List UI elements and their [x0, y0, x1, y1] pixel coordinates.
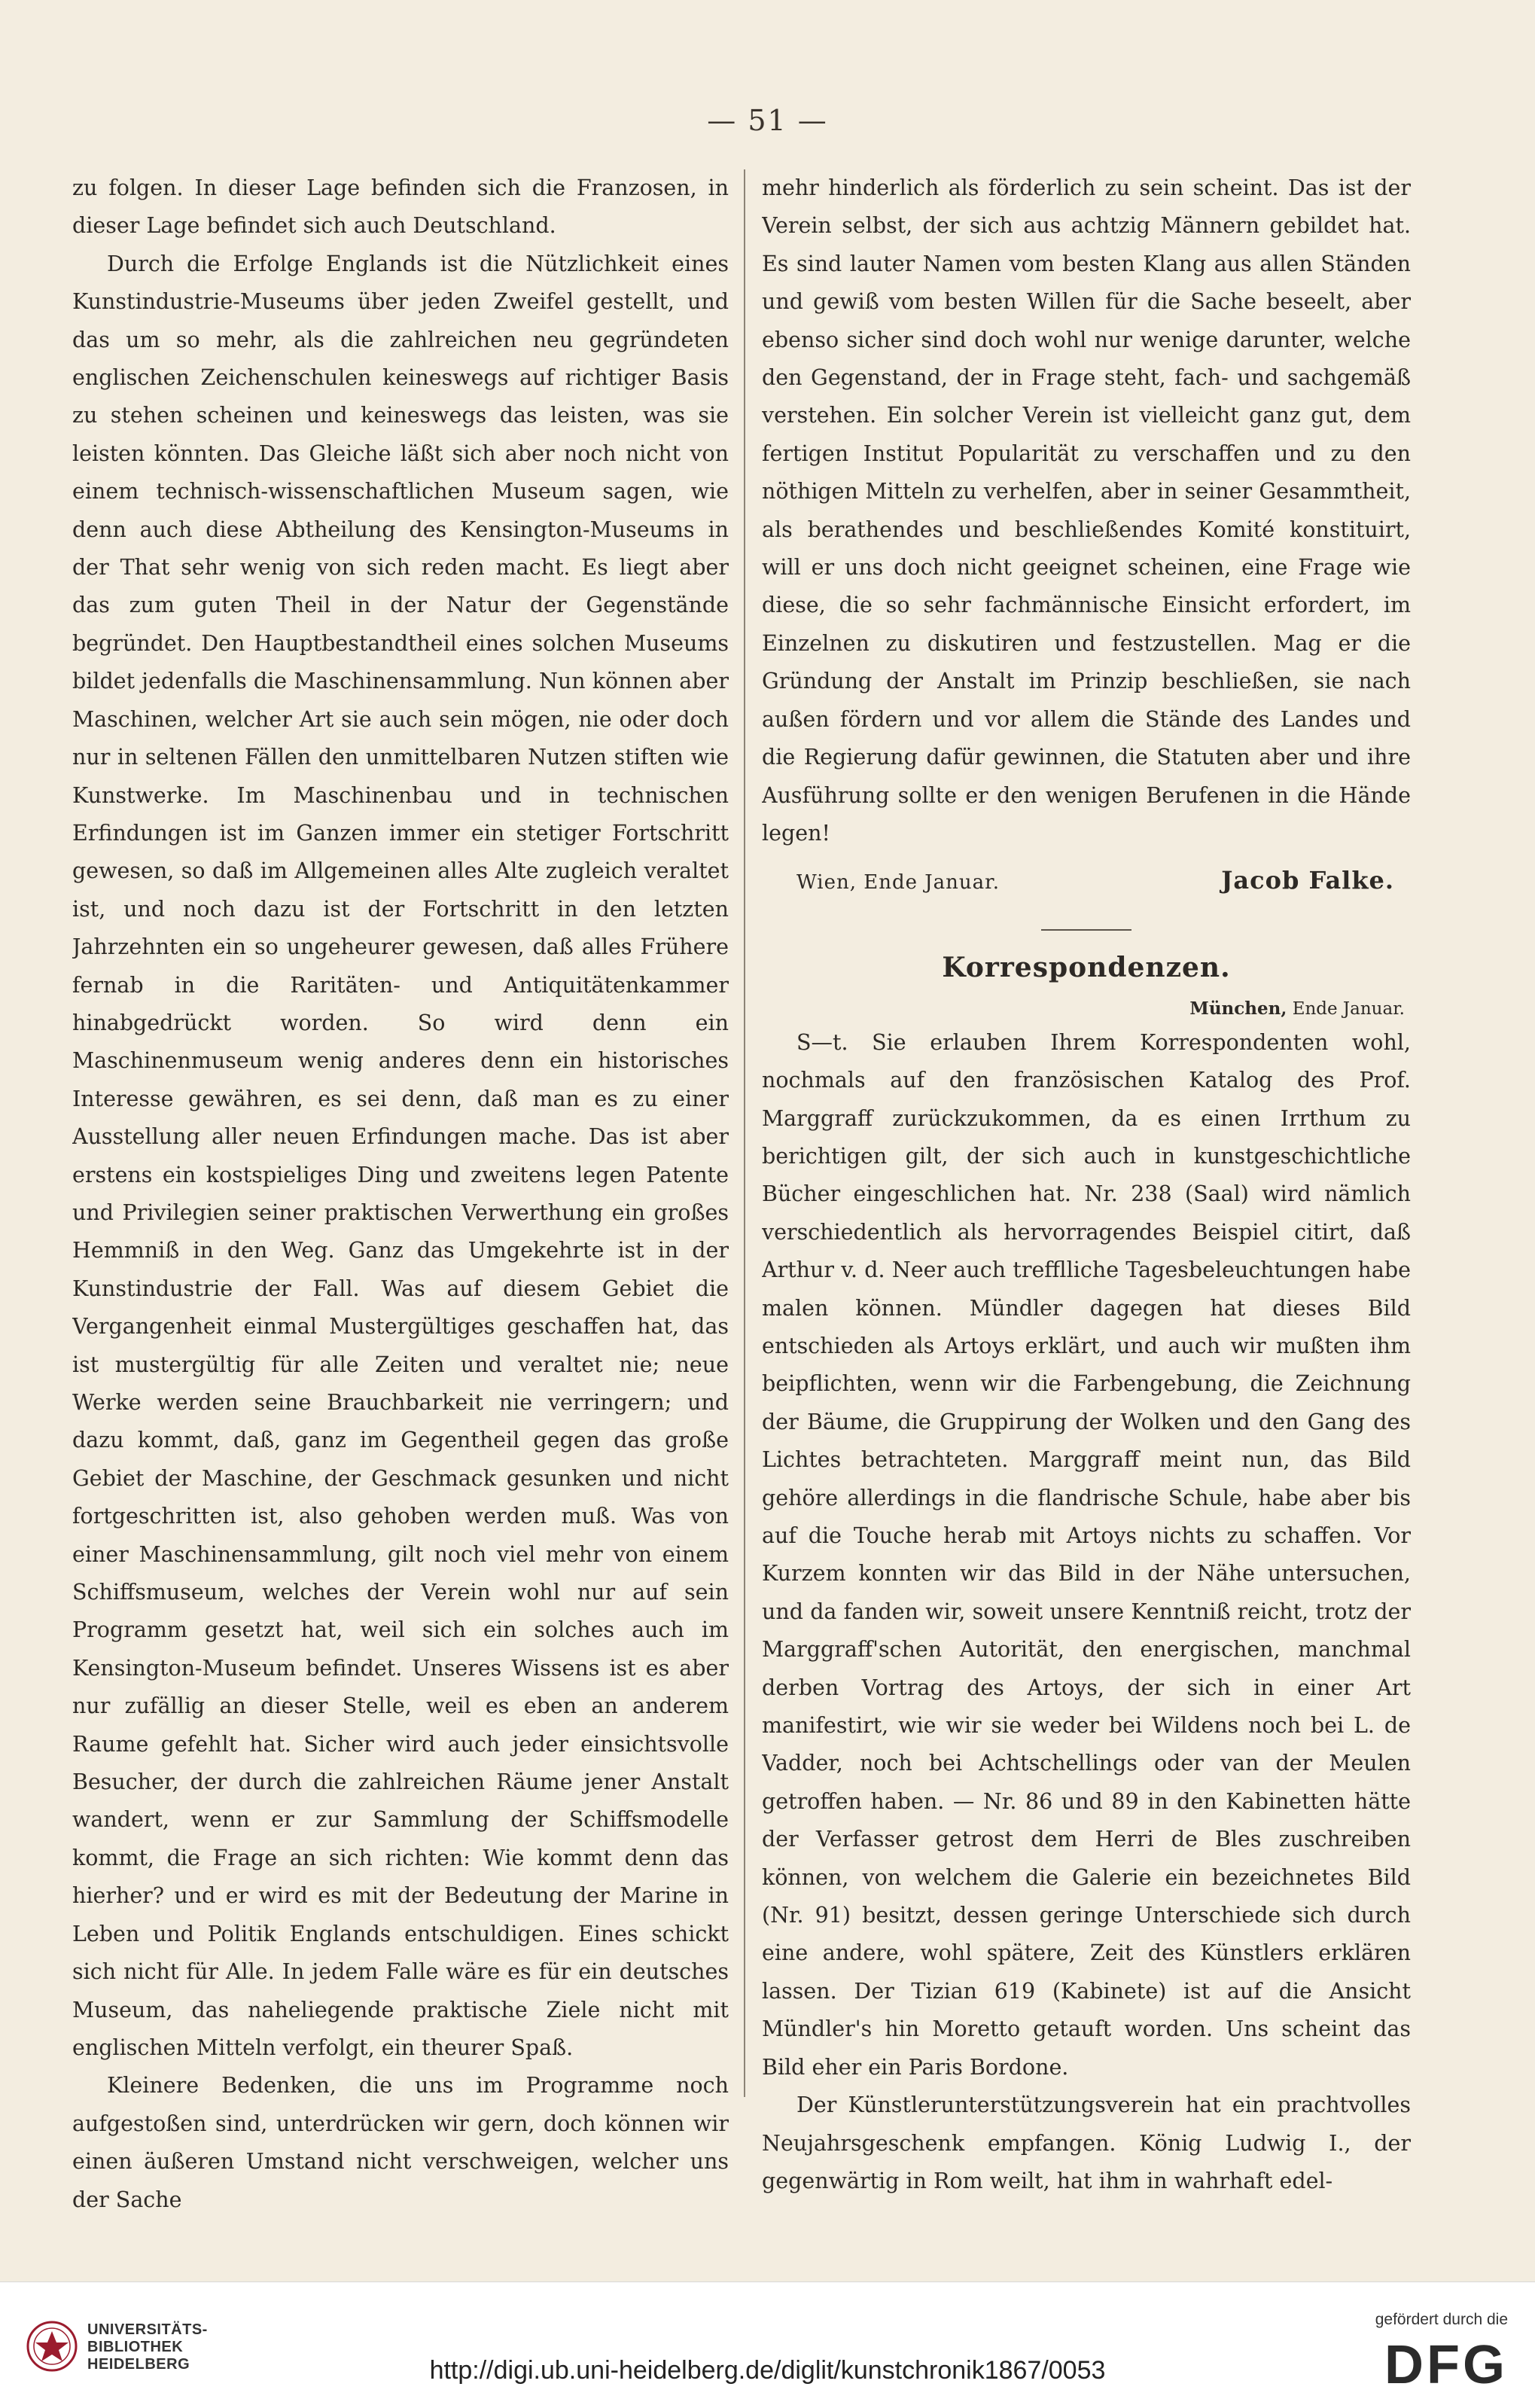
- column-divider: [744, 169, 745, 2097]
- paragraph: zu folgen. In dieser Lage befinden sich die Franzosen, in dieser Lage befindet sich auch Deutschland.: [72, 175, 729, 239]
- dateline: [762, 994, 1411, 1024]
- dateline-city: München,: [1189, 998, 1287, 1019]
- paragraph: Der Künstlerunterstützungsverein hat ein prachtvolles Neujahrsgeschenk empfangen. König Ludwig I., der gegenwärtig in Rom weilt, hat ihm in wahrhaft edel-: [762, 2093, 1411, 2193]
- footer-bar: [0, 2282, 1535, 2408]
- dfg-logo: DFG: [1384, 2335, 1508, 2395]
- institution-line: HEIDELBERG: [87, 2356, 190, 2373]
- signature-place: Wien, Ende Januar.: [796, 871, 1000, 895]
- paragraph: S—t. Sie erlauben Ihrem Korrespondenten wohl, nochmals auf den französischen Katalog des Prof. Marggraff zurückzukommen, da es einen Irrthum zu berichtigen gilt, der sich auch in kunstgeschichtliche Bücher eingeschlichen hat. Nr. 238 (Saal) wird nämlich verschiedentlich als hervorragendes Beispiel citirt, daß Arthur v. d. Neer auch trefflliche Tagesbeleuchtungen habe malen können. Mündler dagegen hat dieses Bild entschieden als Artoys erklärt, und auch wir mußten ihm beipflichten, wenn wir die Farbengebung, die Zeichnung der Bäume, die Gruppirung der Wolken und den Gang des Lichtes betrachteten. Marggraff meint nun, das Bild gehöre allerdings in die flandrische Schule, habe aber bis auf die Touche herab mit Artoys nichts zu schaffen. Vor Kurzem konnten wir das Bild in der Nähe untersuchen, und da fanden wir, soweit unsere Kenntniß reicht, trotz der Marggraff'schen Autorität, den energischen, manchmal derben Vortrag des Artoys, der sich in einer Art manifestirt, wie wir sie weder bei Wildens noch bei L. de Vadder, noch bei Achtschellings oder van der Meulen getroffen haben. — Nr. 86 und 89 in den Kabinetten hätte der Verfasser getrost dem Herri de Bles zuschreiben können, von welchem die Galerie ein bezeichnetes Bild (Nr. 91) besitzt, dessen geringe Unterschiede sich durch eine andere, wohl spätere, Zeit des Künstlers erklären lassen. Der Tizian 619 (Kabinete) ist auf die Ansicht Mündler's hin Moretto getauft worden. Uns scheint das Bild eher ein Paris Bordone.: [762, 1029, 1411, 2080]
- institution-line: UNIVERSITÄTS-: [87, 2321, 208, 2338]
- section-separator: [1041, 929, 1131, 931]
- source-url-link[interactable]: http://digi.ub.uni-heidelberg.de/diglit/kunstchronik1867/0053: [429, 2356, 1106, 2385]
- paragraph: Kleinere Bedenken, die uns im Programme noch aufgestoßen sind, unterdrücken wir gern, doch können wir einen äußeren Umstand nicht verschweigen, welcher uns der Sache: [72, 2073, 729, 2212]
- right-column: [762, 169, 1411, 2270]
- funder-text: gefördert durch die: [1375, 2311, 1508, 2328]
- institution-line: BIBLIOTHEK: [87, 2339, 184, 2355]
- signature-line: [762, 861, 1411, 901]
- section-heading: Korrespondenzen.: [942, 951, 1231, 983]
- signature-author: Jacob Falke.: [1221, 866, 1394, 895]
- dateline-date: Ende Januar.: [1292, 998, 1405, 1019]
- paragraph: Durch die Erfolge Englands ist die Nützlichkeit eines Kunstindustrie-Museums über jeden Zweifel gestellt, und das um so mehr, als die zahlreichen neu gegründeten englischen Zeichenschulen keineswegs auf richtiger Basis zu stehen scheinen und keineswegs das leisten, was sie leisten könnten. Das Gleiche läßt sich aber noch nicht von einem technisch-wissenschaftlichen Museum sagen, wie denn auch diese Abtheilung des Kensington-Museums in der That sehr wenig von sich reden macht. Es liegt aber das zum guten Theil in der Natur der Gegenstände begründet. Den Hauptbestandtheil eines solchen Museums bildet jedenfalls die Maschinensammlung. Nun können aber Maschinen, welcher Art sie auch sein mögen, nie oder doch nur in seltenen Fällen den unmittelbaren Nutzen stiften wie Kunstwerke. Im Maschinenbau und in technischen Erfindungen ist im Ganzen immer ein stetiger Fortschritt gewesen, so daß im Allgemeinen alles Alte zugleich veraltet ist, und noch dazu ist der Fortschritt in den letzten Jahrzehnten ein so ungeheurer gewesen, daß alles Frühere fernab in die Raritäten- und Antiquitätenkammer hinabgedrückt worden. So wird denn ein Maschinenmuseum wenig anderes denn ein historisches Interesse gewähren, es sei denn, daß man es zu einer Ausstellung aller neuen Erfindungen mache. Das ist aber erstens ein kostspieliges Ding und zweitens legen Patente und Privilegien seiner praktischen Verwerthung ein großes Hemmniß in den Weg. Ganz das Umgekehrte ist in der Kunstindustrie der Fall. Was auf diesem Gebiet die Vergangenheit einmal Mustergültiges geschaffen hat, das ist mustergültig für alle Zeiten und veraltet nie; neue Werke werden seine Brauchbarkeit nie verringern; und dazu kommt, daß, ganz im Gegentheil gegen das große Gebiet der Maschine, der Geschmack gesunken und nicht fortgeschritten ist, also gehoben werden muß. Was von einer Maschinensammlung, gilt noch viel mehr von einem Schiffsmuseum, welches der Verein wohl nur auf sein Programm gesetzt hat, weil sich ein solches auch im Kensington-Museum befindet. Unseres Wissens ist es aber nur zufällig an dieser Stelle, weil es eben an anderem Raume gefehlt hat. Sicher wird auch jeder einsichtsvolle Besucher, der durch die zahlreichen Räume jener Anstalt wandert, wenn er zur Sammlung der Schiffsmodelle kommt, die Frage an sich richten: Wie kommt denn das hierher? und er wird es mit der Bedeutung der Marine in Leben und Politik Englands entschuldigen. Eines schickt sich nicht für Alle. In jedem Falle wäre es für ein deutsches Museum, das naheliegende praktische Ziele nicht mit englischen Mitteln verfolgt, ein theurer Spaß.: [72, 251, 729, 2060]
- left-column: [72, 169, 729, 2270]
- page-number: — 51 —: [707, 104, 828, 137]
- paragraph: mehr hinderlich als förderlich zu sein scheint. Das ist der Verein selbst, der sich aus achtzig Männern gebildet hat. Es sind lauter Namen vom besten Klang aus allen Ständen und gewiß vom besten Willen für die Sache beseelt, aber ebenso sicher sind doch wohl nur wenige darunter, welche den Gegenstand, der in Frage steht, fach- und sachgemäß verstehen. Ein solcher Verein ist vielleicht ganz gut, dem fertigen Institut Popularität zu verschaffen und zu den nöthigen Mitteln zu verhelfen, aber in seiner Gesammtheit, als berathendes und beschließendes Komité konstituirt, will er uns doch nicht geeignet scheinen, eine Frage wie diese, die so sehr fachmännische Einsicht erfordert, im Einzelnen zu diskutiren und festzustellen. Mag er die Gründung der Anstalt im Prinzip beschließen, sie nach außen fördern und vor allem die Stände des Landes und die Regierung dafür gewinnen, die Statuten aber und ihre Ausführung sollte er den wenigen Berufenen in die Hände legen!: [762, 175, 1411, 846]
